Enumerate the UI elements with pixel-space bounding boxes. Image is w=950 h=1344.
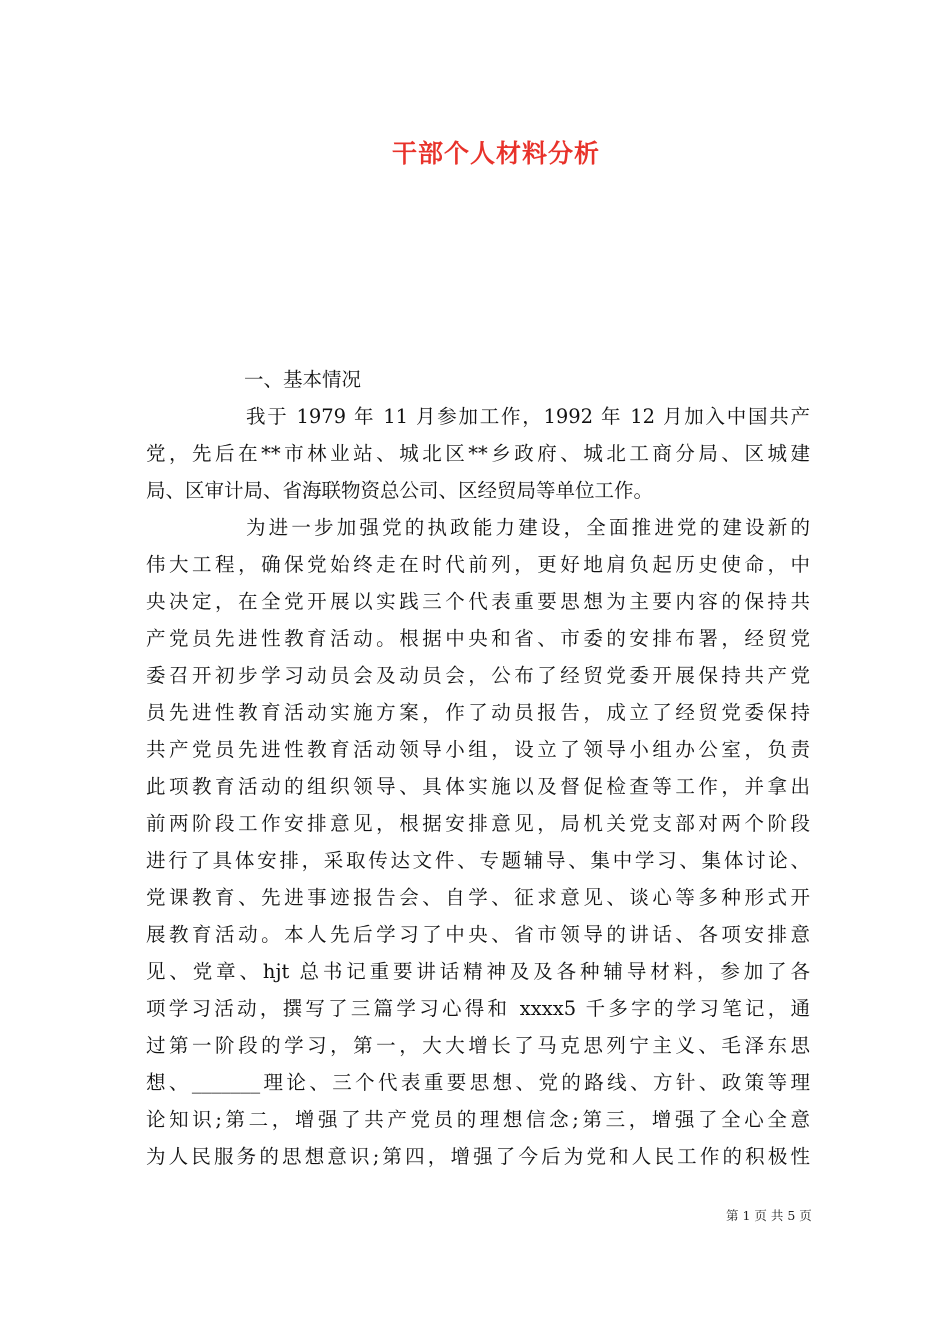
document-title: 干部个人材料分析 xyxy=(391,139,600,168)
paragraph-work-history xyxy=(146,398,810,509)
text-line: 前两阶段工作安排意见，根据安排意见，局机关党支部对两个阶段 xyxy=(146,812,810,835)
text-line: 为人民服务的思想意识;第四，增强了今后为党和人民工作的积极性 xyxy=(146,1145,810,1168)
paragraph-education-activity xyxy=(146,509,810,1175)
text-line: 想、_______理论、三个代表重要思想、党的路线、方针、政策等理 xyxy=(146,1071,810,1094)
text-line: 论知识;第二，增强了共产党员的理想信念;第三，增强了全心全意 xyxy=(146,1108,810,1131)
text-line: 党课教育、先进事迹报告会、自学、征求意见、谈心等多种形式开 xyxy=(146,886,810,909)
text-line: 共产党员先进性教育活动领导小组，设立了领导小组办公室，负责 xyxy=(146,738,810,761)
text-line: 央决定，在全党开展以实践三个代表重要思想为主要内容的保持共 xyxy=(146,590,810,613)
section-heading: 一、基本情况 xyxy=(244,368,362,391)
text-line: 进行了具体安排，采取传达文件、专题辅导、集中学习、集体讨论、 xyxy=(146,849,810,872)
text-line: 见、党章、hjt 总书记重要讲话精神及及各种辅导材料，参加了各 xyxy=(146,960,810,983)
text-line: 产党员先进性教育活动。根据中央和省、市委的安排布署，经贸党 xyxy=(146,627,810,650)
document-body xyxy=(146,361,810,1175)
text-line: 委召开初步学习动员会及动员会，公布了经贸党委开展保持共产党 xyxy=(146,664,810,687)
page-number-footer: 第 1 页 共 5 页 xyxy=(726,1208,812,1223)
text-line: 我于 1979 年 11 月参加工作，1992 年 12 月加入中国共产 xyxy=(246,405,810,428)
text-line: 为进一步加强党的执政能力建设，全面推进党的建设新的 xyxy=(246,516,810,539)
text-line: 员先进性教育活动实施方案，作了动员报告，成立了经贸党委保持 xyxy=(146,701,810,724)
text-line: 展教育活动。本人先后学习了中央、省市领导的讲话、各项安排意 xyxy=(146,923,810,946)
text-line: 党，先后在**市林业站、城北区**乡政府、城北工商分局、区城建 xyxy=(146,442,810,465)
text-line: 项学习活动，撰写了三篇学习心得和 xxxx5 千多字的学习笔记，通 xyxy=(146,997,810,1020)
text-line: 局、区审计局、省海联物资总公司、区经贸局等单位工作。 xyxy=(146,479,654,502)
text-line: 此项教育活动的组织领导、具体实施以及督促检查等工作，并拿出 xyxy=(146,775,810,798)
text-line: 过第一阶段的学习，第一，大大增长了马克思列宁主义、毛泽东思 xyxy=(146,1034,810,1057)
text-line: 伟大工程，确保党始终走在时代前列，更好地肩负起历史使命，中 xyxy=(146,553,810,576)
